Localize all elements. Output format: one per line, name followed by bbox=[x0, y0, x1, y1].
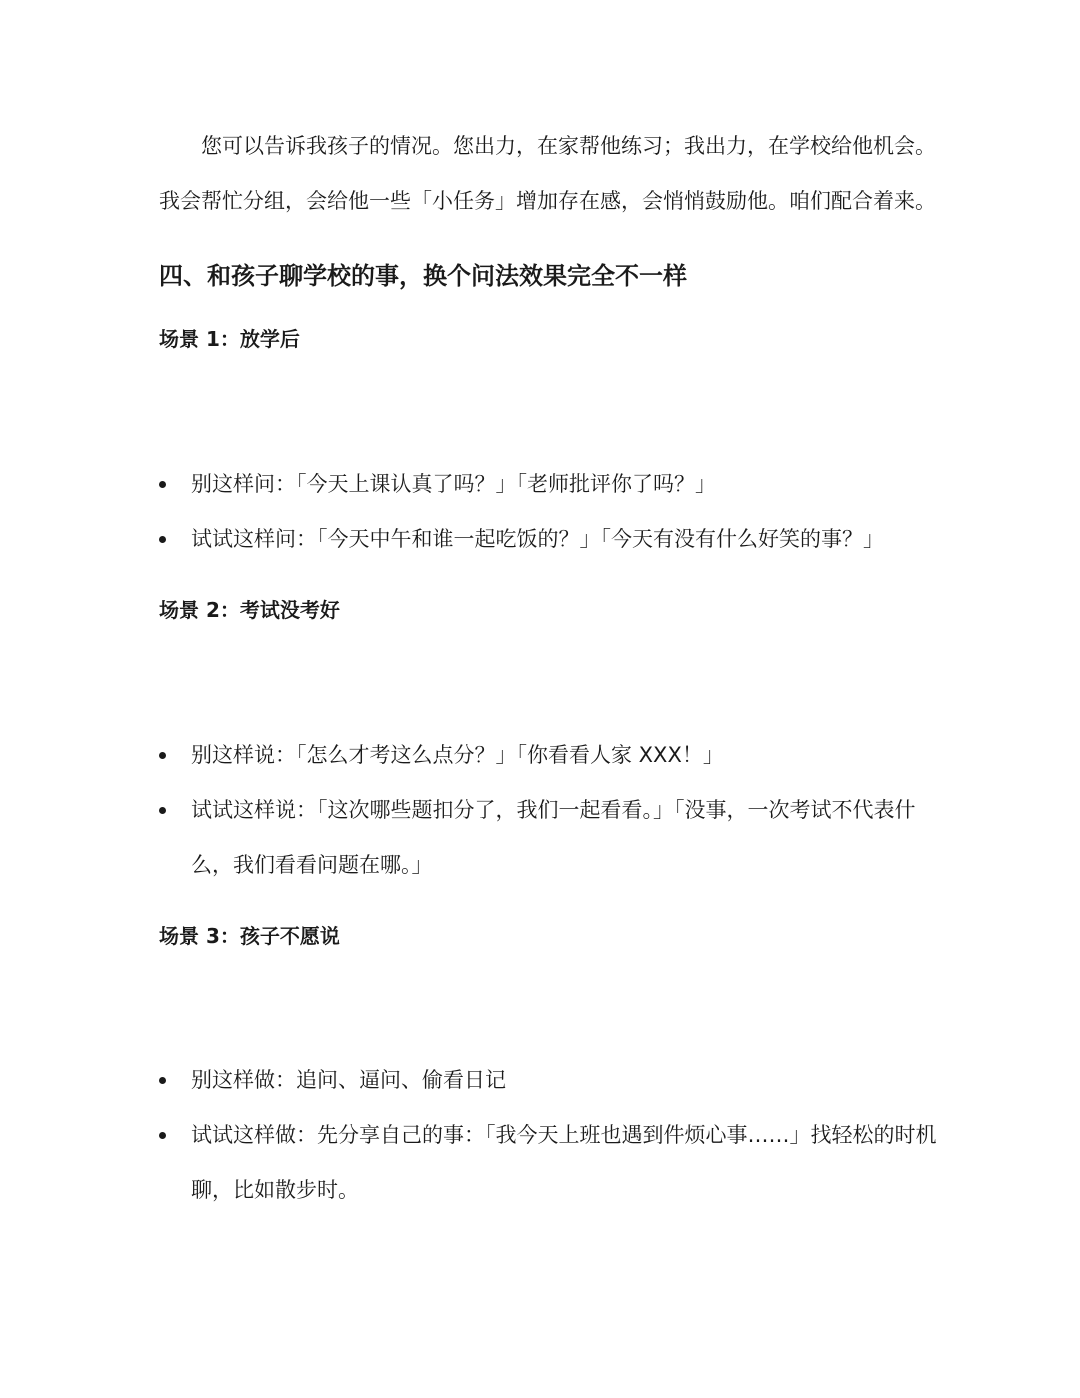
list-item bbox=[159, 728, 949, 783]
list-item bbox=[159, 457, 949, 512]
bullet-text: 试试这样问：「今天中午和谁一起吃饭的？」「今天有没有什么好笑的事？」 bbox=[191, 527, 884, 551]
list-item bbox=[159, 783, 949, 893]
scene-2-bullet-list bbox=[159, 728, 949, 893]
bullet-text: 试试这样做：先分享自己的事：「我今天上班也遇到件烦心事……」找轻松的时机聊，比如散步时。 bbox=[191, 1123, 937, 1202]
scene-1-title: 场景 1：放学后 bbox=[159, 327, 300, 351]
bullet-dot-icon bbox=[159, 752, 166, 759]
bullet-text: 别这样做：追问、逼问、偷看日记 bbox=[191, 1068, 506, 1092]
bullet-dot-icon bbox=[159, 807, 166, 814]
intro-paragraph-text: 您可以告诉我孩子的情况。您出力，在家帮他练习；我出力，在学校给他机会。我会帮忙分组，会给他一些「小任务」增加存在感，会悄悄鼓励他。咱们配合着来。 bbox=[159, 134, 936, 213]
bullet-dot-icon bbox=[159, 536, 166, 543]
scene-3-bullet-list bbox=[159, 1053, 949, 1218]
section-heading: 四、和孩子聊学校的事，换个问法效果完全不一样 bbox=[159, 262, 687, 290]
scene-3-title: 场景 3：孩子不愿说 bbox=[159, 924, 340, 948]
bullet-dot-icon bbox=[159, 481, 166, 488]
bullet-text: 别这样说：「怎么才考这么点分？」「你看看人家 XXX！」 bbox=[191, 743, 724, 767]
bullet-text: 试试这样说：「这次哪些题扣分了，我们一起看看。」「没事，一次考试不代表什么，我们看看问题在哪。」 bbox=[191, 798, 916, 877]
list-item bbox=[159, 1053, 949, 1108]
scene-1-bullet-list bbox=[159, 457, 949, 567]
list-item bbox=[159, 1108, 949, 1218]
intro-paragraph bbox=[159, 119, 949, 229]
scene-2-title: 场景 2：考试没考好 bbox=[159, 598, 340, 622]
bullet-dot-icon bbox=[159, 1132, 166, 1139]
list-item bbox=[159, 512, 949, 567]
bullet-text: 别这样问：「今天上课认真了吗？」「老师批评你了吗？」 bbox=[191, 472, 716, 496]
bullet-dot-icon bbox=[159, 1077, 166, 1084]
